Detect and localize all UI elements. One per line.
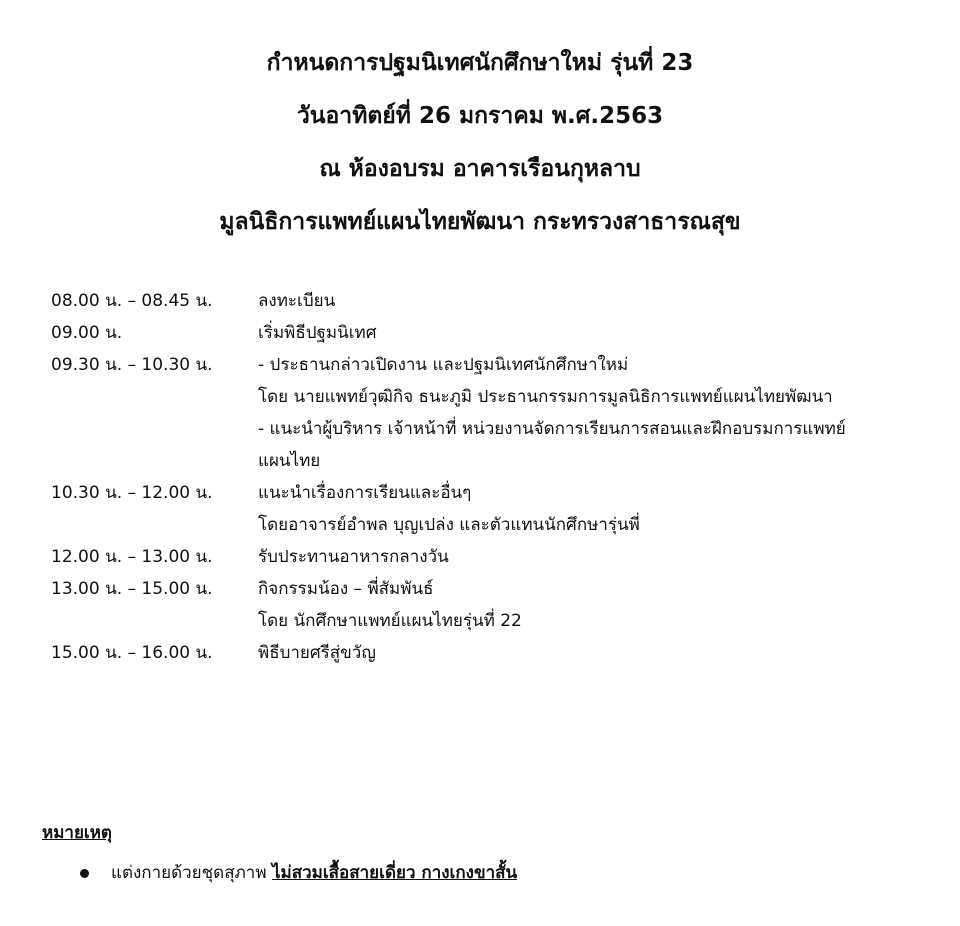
schedule-time: 15.00 น. – 16.00 น. [51, 643, 213, 663]
schedule-description: เริ่มพิธีปฐมนิเทศ [258, 323, 377, 343]
note-section [42, 818, 922, 888]
schedule-description: - ประธานกล่าวเปิดงาน และปฐมนิเทศนักศึกษาใหม่ [258, 355, 629, 375]
schedule-time: 12.00 น. – 13.00 น. [51, 547, 213, 567]
note-item [42, 858, 922, 888]
event-venue: ณ ห้องอบรม อาคารเรือนกุหลาบ [319, 156, 641, 182]
schedule-row [51, 541, 941, 573]
schedule-list [51, 285, 941, 669]
schedule-row [51, 285, 941, 317]
note-text: แต่งกายด้วยชุดสุภาพ [111, 863, 272, 883]
document-title: กำหนดการปฐมนิเทศนักศึกษาใหม่ รุ่นที่ 23 [266, 50, 694, 76]
schedule-row [51, 349, 941, 381]
schedule-description: พิธีบายศรีสู่ขวัญ [258, 643, 376, 663]
schedule-row [51, 445, 941, 477]
schedule-description: แผนไทย [258, 451, 321, 471]
schedule-description: - แนะนำผู้บริหาร เจ้าหน้าที่ หน่วยงานจัดการเรียนการสอนและฝึกอบรมการแพทย์ [258, 419, 846, 439]
schedule-description: โดย นายแพทย์วุฒิกิจ ธนะภูมิ ประธานกรรมการมูลนิธิการแพทย์แผนไทยพัฒนา [258, 387, 833, 407]
schedule-time: 10.30 น. – 12.00 น. [51, 483, 213, 503]
schedule-row [51, 413, 941, 445]
schedule-time: 08.00 น. – 08.45 น. [51, 291, 213, 311]
schedule-description: กิจกรรมน้อง – พี่สัมพันธ์ [258, 579, 434, 599]
schedule-description: โดยอาจารย์อำพล บุญเปล่ง และตัวแทนนักศึกษารุ่นพี่ [258, 515, 640, 535]
note-title: หมายเหตุ [42, 823, 112, 843]
schedule-time: 09.30 น. – 10.30 น. [51, 355, 213, 375]
schedule-description: ลงทะเบียน [258, 291, 336, 311]
schedule-row [51, 317, 941, 349]
schedule-description: แนะนำเรื่องการเรียนและอื่นๆ [258, 483, 472, 503]
schedule-row [51, 381, 941, 413]
note-emphasis: ไม่สวมเสื้อสายเดี่ยว กางเกงขาสั้น [271, 863, 518, 883]
schedule-row [51, 605, 941, 637]
bullet-icon [80, 869, 89, 878]
document-header [0, 44, 960, 256]
schedule-time: 13.00 น. – 15.00 น. [51, 579, 213, 599]
schedule-description: รับประทานอาหารกลางวัน [258, 547, 449, 567]
schedule-description: โดย นักศึกษาแพทย์แผนไทยรุ่นที่ 22 [258, 611, 522, 631]
schedule-time: 09.00 น. [51, 323, 123, 343]
organization-name: มูลนิธิการแพทย์แผนไทยพัฒนา กระทรวงสาธารณสุข [219, 209, 741, 235]
schedule-row [51, 573, 941, 605]
schedule-row [51, 637, 941, 669]
schedule-row [51, 477, 941, 509]
schedule-row [51, 509, 941, 541]
event-date: วันอาทิตย์ที่ 26 มกราคม พ.ศ.2563 [296, 103, 664, 129]
